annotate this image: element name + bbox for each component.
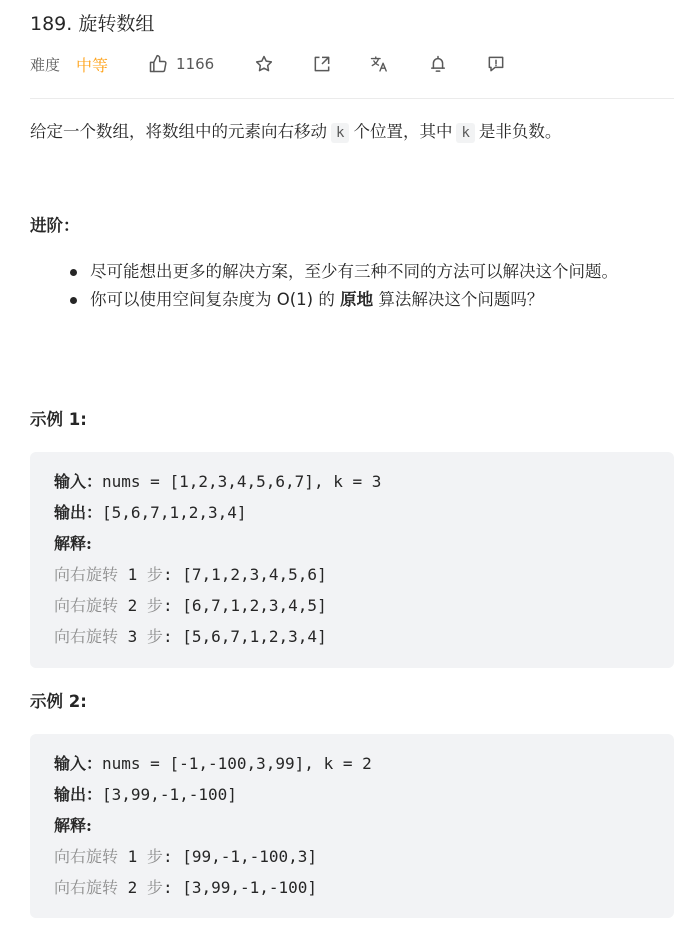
explain-step (54, 621, 650, 652)
step-text: 步 (146, 565, 163, 584)
list-item-text: 尽可能想出更多的解决方案，至少有三种不同的方法可以解决这个问题。 (90, 262, 618, 281)
step-text: 向右旋转 (54, 878, 119, 897)
list-item-text: 你可以使用空间复杂度为 O(1) 的 (90, 290, 341, 309)
input-label: 输入： (54, 472, 103, 491)
step-value: : [6,7,1,2,3,4,5] (162, 596, 327, 615)
example-2-heading: 示例 2: (30, 692, 87, 711)
explain-step (54, 590, 650, 621)
example-output-line (54, 497, 650, 528)
problem-description (30, 118, 561, 147)
example-2-code-block (30, 734, 674, 918)
share-icon (312, 54, 332, 74)
feedback-button[interactable] (486, 54, 506, 74)
input-value: nums = [1,2,3,4,5,6,7], k = 3 (102, 472, 382, 491)
notify-button[interactable] (428, 54, 448, 74)
step-text: 向右旋转 (54, 847, 119, 866)
example-explain-line (54, 528, 650, 559)
translate-button[interactable] (370, 54, 390, 74)
step-text: 向右旋转 (54, 627, 119, 646)
description-text: 是非负数。 (478, 122, 562, 141)
problem-title: 189. 旋转数组 (30, 13, 155, 35)
list-item (30, 258, 670, 286)
step-number: 2 (118, 878, 147, 897)
example-1-code-block (30, 452, 674, 668)
input-label: 输入： (54, 754, 103, 773)
description-text: 个位置，其中 (353, 122, 453, 141)
feedback-icon (486, 54, 506, 74)
description-text: 给定一个数组，将数组中的元素向右移动 (30, 122, 327, 141)
step-value: : [7,1,2,3,4,5,6] (162, 565, 327, 584)
example-explain-line (54, 810, 650, 841)
step-number: 1 (118, 847, 147, 866)
inline-code-k: k (456, 123, 474, 143)
step-text: 步 (146, 847, 163, 866)
step-text: 步 (146, 878, 163, 897)
output-label: 输出： (54, 503, 103, 522)
difficulty-label: 难度 (30, 55, 61, 74)
output-value: [5,6,7,1,2,3,4] (102, 503, 247, 522)
translate-icon (370, 54, 390, 74)
example-input-line (54, 748, 650, 779)
explain-label: 解释: (54, 534, 92, 553)
share-button[interactable] (312, 54, 332, 74)
explain-step (54, 872, 650, 903)
explain-step (54, 559, 650, 590)
list-item (30, 286, 670, 314)
example-output-line (54, 779, 650, 810)
output-value: [3,99,-1,-100] (102, 785, 237, 804)
step-text: 向右旋转 (54, 565, 119, 584)
problem-meta-bar (30, 50, 544, 78)
header-divider (30, 98, 674, 99)
step-value: : [99,-1,-100,3] (162, 847, 318, 866)
step-text: 向右旋转 (54, 596, 119, 615)
step-value: : [5,6,7,1,2,3,4] (162, 627, 327, 646)
step-text: 步 (146, 596, 163, 615)
difficulty-badge: 中等 (76, 55, 109, 75)
step-number: 3 (118, 627, 147, 646)
example-1-heading: 示例 1: (30, 410, 87, 429)
favorite-button[interactable] (254, 54, 274, 74)
explain-step (54, 841, 650, 872)
example-input-line (54, 466, 650, 497)
like-count: 1166 (176, 55, 215, 73)
star-icon (254, 54, 274, 74)
explain-label: 解释: (54, 816, 92, 835)
step-text: 步 (146, 627, 163, 646)
advanced-list (30, 258, 670, 314)
input-value: nums = [-1,-100,3,99], k = 2 (102, 754, 372, 773)
inline-code-k: k (331, 123, 349, 143)
list-item-text: 算法解决这个问题吗？ (373, 290, 544, 309)
step-value: : [3,99,-1,-100] (162, 878, 318, 897)
bell-icon (428, 54, 448, 74)
step-number: 2 (118, 596, 147, 615)
advanced-heading: 进阶： (30, 216, 80, 235)
thumbs-up-icon (148, 54, 168, 74)
step-number: 1 (118, 565, 147, 584)
like-button[interactable] (148, 54, 214, 74)
emphasis-text: 原地 (340, 290, 374, 309)
output-label: 输出： (54, 785, 103, 804)
